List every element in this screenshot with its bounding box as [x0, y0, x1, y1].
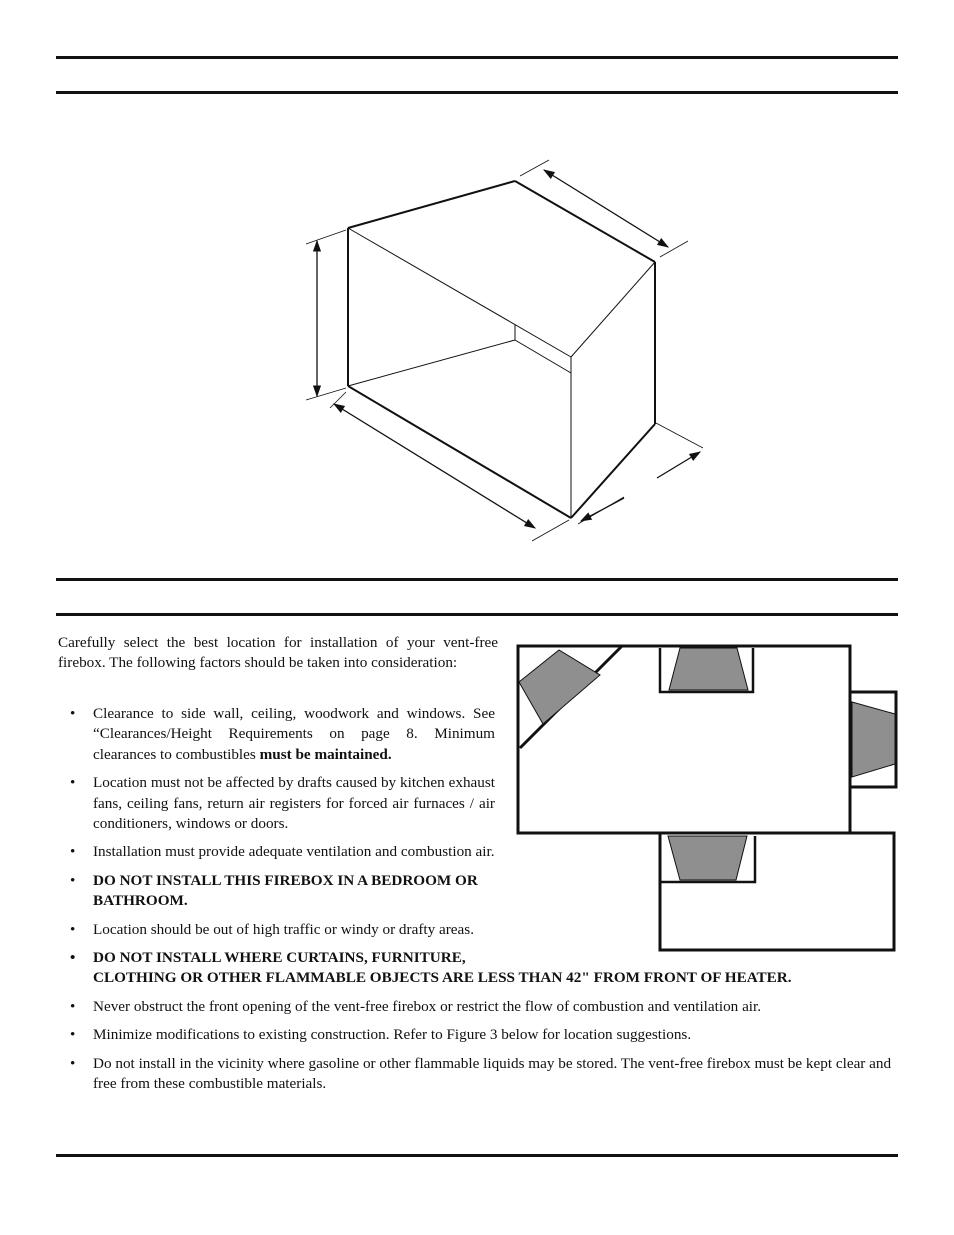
bullet-icon: •: [70, 705, 76, 722]
firebox-outline: [348, 181, 655, 518]
bullet-icon: •: [70, 774, 76, 792]
list-item: [58, 1025, 903, 1045]
list-item-text: Never obstruct the front opening of the vent-free firebox or restrict the flow of combustion and ventilation air.: [93, 997, 762, 1015]
side-arrow-lower-icon: [581, 498, 624, 521]
list-item: [58, 948, 903, 989]
list-item-text: Do not install in the vicinity where gasoline or other flammable liquids may be stored. The vent-free firebox must be kept clear and free from these combustible materials.: [93, 1054, 892, 1093]
list-item: [58, 871, 495, 912]
bullet-icon: •: [70, 920, 76, 938]
list-item: [58, 842, 495, 862]
list-item-text: Location must not be affected by drafts caused by kitchen exhaust fans, ceiling fans, return air registers for forced air furnaces / air conditioners, windows or doors.: [93, 774, 495, 833]
bullet-icon: •: [70, 1026, 76, 1044]
list-item: [58, 1054, 903, 1095]
list-item: [58, 920, 495, 940]
list-item-emphasis-line1: DO NOT INSTALL WHERE CURTAINS, FURNITURE,: [93, 949, 466, 967]
bullet-icon: •: [70, 949, 76, 967]
bullet-icon: •: [70, 997, 76, 1015]
list-item: [58, 773, 495, 834]
width-arrow-icon: [334, 404, 535, 528]
location-factors-list: [58, 704, 903, 1103]
list-item-emphasis: DO NOT INSTALL THIS FIREBOX IN A BEDROOM OR BATHROOM.: [93, 871, 478, 910]
dimension-extension-lines: [306, 160, 703, 541]
list-item: [58, 997, 903, 1017]
dimension-arrows: [317, 170, 700, 528]
footer-rule: [56, 1154, 898, 1157]
list-item: [58, 704, 495, 765]
list-item-text: Installation must provide adequate ventilation and combustion air.: [93, 843, 495, 861]
list-item-text: Location should be out of high traffic or windy or drafty areas.: [93, 920, 474, 938]
list-item-text: Clearance to side wall, ceiling, woodwork and windows. See “Clearances/Height Requirements on page 8. Minimum clearances to combustibles: [93, 705, 495, 763]
bullet-icon: •: [70, 1054, 76, 1072]
fireplace-top-wall: [660, 648, 753, 692]
side-arrow-upper-icon: [657, 452, 700, 478]
bullet-icon: •: [70, 843, 76, 861]
bullet-icon: •: [70, 871, 76, 889]
list-item-emphasis-line2: CLOTHING OR OTHER FLAMMABLE OBJECTS ARE LESS THAN 42" FROM FRONT OF HEATER.: [93, 969, 792, 987]
intro-paragraph: Carefully select the best location for installation of your vent-free firebox. The following factors should be taken into consideration:: [58, 634, 498, 672]
list-item-text: Minimize modifications to existing construction. Refer to Figure 3 below for location suggestions.: [93, 1026, 692, 1044]
section-rule-top: [56, 578, 898, 581]
list-item-emphasis: must be maintained.: [259, 745, 392, 763]
firebox-dimensions-figure: [0, 0, 954, 580]
section-rule-bottom: [56, 613, 898, 616]
